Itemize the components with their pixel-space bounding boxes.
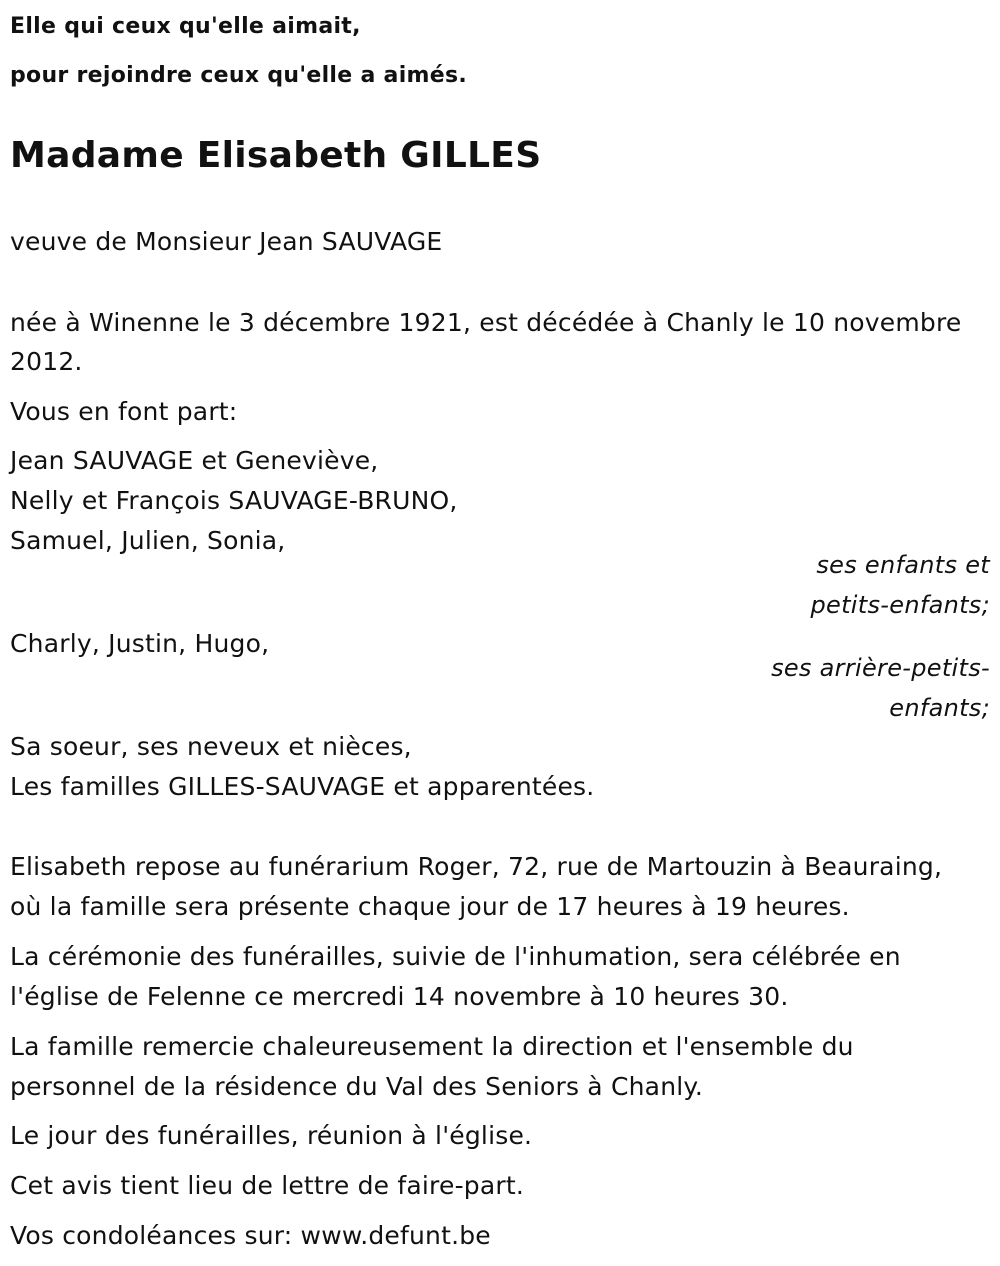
relation-label: ses arrière-petits- [771,654,990,682]
quote-line-1: Elle qui ceux qu'elle aimait, [10,14,361,39]
quote-line-2: pour rejoindre ceux qu'elle a aimés. [10,63,468,88]
relation-label: ses enfants et [816,551,990,579]
announcers-intro: Vous en font part: [10,397,238,426]
condolences-info: Vos condoléances sur: www.defunt.be [10,1221,491,1250]
family-member: Les familles GILLES-SAUVAGE et apparentées. [10,772,595,801]
relation-label: enfants; [889,694,990,722]
ceremony-line-1: La cérémonie des funérailles, suivie de l'inhumation, sera célébrée en [10,942,901,971]
family-member: Sa soeur, ses neveux et nièces, [10,732,412,761]
family-member: Charly, Justin, Hugo, [10,629,270,658]
widow-of: veuve de Monsieur Jean SAUVAGE [10,227,443,256]
thanks-line-2: personnel de la résidence du Val des Seniors à Chanly. [10,1072,703,1101]
thanks-line-1: La famille remercie chaleureusement la direction et l'ensemble du [10,1032,854,1061]
notice-info: Cet avis tient lieu de lettre de faire-part. [10,1171,525,1200]
family-member: Nelly et François SAUVAGE-BRUNO, [10,486,458,515]
family-member: Samuel, Julien, Sonia, [10,526,286,555]
birth-death-line-1: née à Winenne le 3 décembre 1921, est décédée à Chanly le 10 novembre [10,308,962,337]
meeting-info: Le jour des funérailles, réunion à l'église. [10,1121,533,1150]
deceased-name: Madame Elisabeth GILLES [10,135,542,176]
ceremony-line-2: l'église de Felenne ce mercredi 14 novembre à 10 heures 30. [10,982,789,1011]
birth-death-line-2: 2012. [10,347,83,376]
rest-info-line-1: Elisabeth repose au funérarium Roger, 72, rue de Martouzin à Beauraing, [10,852,943,881]
rest-info-line-2: où la famille sera présente chaque jour de 17 heures à 19 heures. [10,892,850,921]
relation-label: petits-enfants; [810,591,990,619]
family-member: Jean SAUVAGE et Geneviève, [10,446,379,475]
